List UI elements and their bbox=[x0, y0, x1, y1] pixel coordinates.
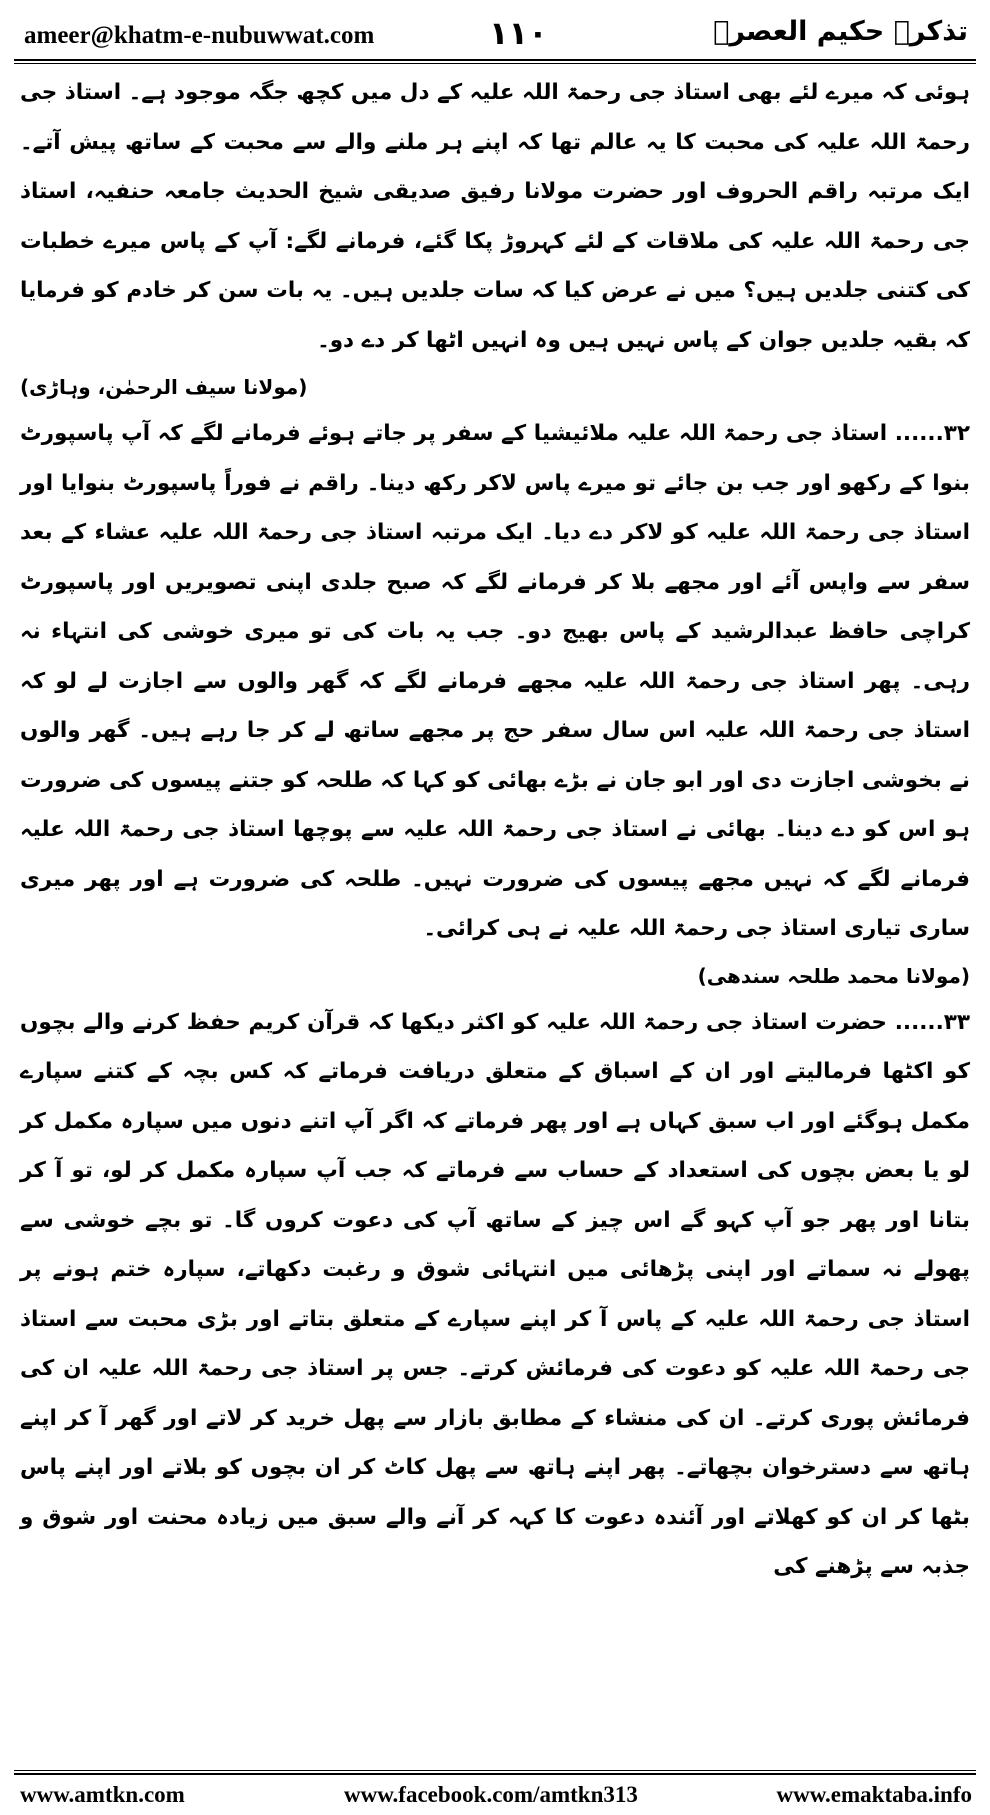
footer-link-emaktaba[interactable]: www.emaktaba.info bbox=[776, 1782, 972, 1807]
page-header bbox=[14, 10, 976, 54]
paragraph-3 bbox=[20, 998, 970, 1592]
page-number: ۱۱۰ bbox=[489, 14, 548, 52]
item-number-33: ۳۳...... bbox=[894, 1009, 970, 1035]
footer-link-facebook[interactable]: www.facebook.com/amtkn313 bbox=[344, 1782, 638, 1807]
paragraph-2-text: استاذ جی رحمۃ اللہ علیہ ملائیشیا کے سفر پر جاتے ہوئے فرمانے لگے کہ آپ پاسپورٹ بنوا کے رکھو اور جب بن جائے تو میرے پاس لاکر رکھ دینا۔ راقم نے فوراً پاسپورٹ بنوایا اور استاذ جی رحمۃ اللہ علیہ کو لاکر دے دیا۔ ایک مرتبہ استاذ جی رحمۃ اللہ علیہ عشاء کے بعد سفر سے واپس آئے اور مجھے بلا کر فرمانے لگے کہ صبح جلدی اپنی تصویریں اور پاسپورٹ کراچی حافظ عبدالرشید کے پاس بھیج دو۔ جب یہ بات کی تو میری خوشی کی انتہاء نہ رہی۔ پھر استاذ جی رحمۃ اللہ علیہ مجھے فرمانے لگے کہ گھر والوں سے اجازت لے لو کہ استاذ جی رحمۃ اللہ علیہ اس سال سفر حج پر مجھے ساتھ لے کر جا رہے ہیں۔ گھر والوں نے بخوشی اجازت دی اور ابو جان نے بڑے بھائی کو کہا کہ طلحہ کو جتنے پیسوں کی ضرورت ہو اس کو دے دینا۔ بھائی نے استاذ جی رحمۃ اللہ علیہ سے پوچھا استاذ جی رحمۃ اللہ علیہ فرمانے لگے کہ نہیں مجھے پیسوں کی ضرورت نہیں۔ طلحہ کی ضرورت ہے اور پھر میری ساری تیاری استاذ جی رحمۃ اللہ علیہ نے ہی کرائی۔ bbox=[20, 421, 970, 941]
page-body bbox=[20, 68, 970, 1592]
header-rule bbox=[14, 59, 976, 64]
footer-link-amtkn[interactable]: www.amtkn.com bbox=[20, 1782, 185, 1807]
paragraph-3-text: حضرت استاذ جی رحمۃ اللہ علیہ کو اکثر دیکھا کہ قرآن کریم حفظ کرنے والے بچوں کو اکٹھا فرمالیتے اور ان کے اسباق کے متعلق دریافت فرماتے کہ کس بچہ کے کتنے سپارے مکمل ہوگئے اور اب سبق کہاں ہے اور پھر فرماتے کہ اگر آپ اتنے دنوں میں سپارہ مکمل کر لو یا بعض بچوں کی استعداد کے حساب سے فرماتے کہ جب آپ سپارہ مکمل کر لو، تو آ کر بتانا اور پھر جو آپ کہو گے اس چیز کے ساتھ آپ کی دعوت کروں گا۔ تو بچے خوشی سے پھولے نہ سماتے اور اپنی پڑھائی میں انتہائی شوق و رغبت دکھاتے، سپارہ ختم ہونے پر استاذ جی رحمۃ اللہ علیہ کے پاس آ کر اپنے سپارے کے متعلق بتاتے اور بڑی محبت سے استاذ جی رحمۃ اللہ علیہ کو دعوت کی فرمائش کرتے۔ جس پر استاذ جی رحمۃ اللہ علیہ ان کی فرمائش پوری کرتے۔ ان کی منشاء کے مطابق بازار سے پھل خرید کر لاتے اور گھر آ کر اپنے ہاتھ سے دسترخوان بچھاتے۔ پھر اپنے ہاتھ سے پھل کاٹ کر ان بچوں کو بلاتے اور اپنے پاس بٹھا کر ان کو کھلاتے اور آئندہ دعوت کا کہہ کر آنے والے سبق میں زیادہ محنت اور شوق و جذبہ سے پڑھنے کی bbox=[20, 1009, 970, 1579]
book-title: تذکرہ حکیم العصرؒ bbox=[713, 16, 968, 47]
item-number-32: ۳۲...... bbox=[894, 421, 970, 446]
attribution-2: (مولانا محمد طلحہ سندھی) bbox=[697, 963, 970, 988]
attribution-1: (مولانا سیف الرحمٰن، وہاڑی) bbox=[20, 375, 308, 399]
paragraph-2 bbox=[20, 409, 970, 954]
paragraph-1: ہوئی کہ میرے لئے بھی استاذ جی رحمۃ اللہ علیہ کے دل میں کچھ جگہ موجود ہے۔ استاذ جی رحمۃ اللہ علیہ کی محبت کا یہ عالم تھا کہ اپنے ہر ملنے والے سے محبت کے ساتھ پیش آتے۔ ایک مرتبہ راقم الحروف اور حضرت مولانا رفیق صدیقی شیخ الحدیث جامعہ حنفیہ، استاذ جی رحمۃ اللہ علیہ کی ملاقات کے لئے کہروڑ پکا گئے، فرمانے لگے: آپ کے پاس میرے خطبات کی کتنی جلدیں ہیں؟ میں نے عرض کیا کہ سات جلدیں ہیں۔ یہ بات سن کر خادم کو فرمایا کہ بقیہ جلدیں جوان کے پاس نہیں ہیں وہ انہیں اٹھا کر دے دو۔ bbox=[20, 80, 970, 353]
page-footer bbox=[14, 1780, 976, 1810]
footer-rule bbox=[14, 1770, 976, 1775]
header-email: ameer@khatm-e-nubuwwat.com bbox=[24, 22, 375, 49]
